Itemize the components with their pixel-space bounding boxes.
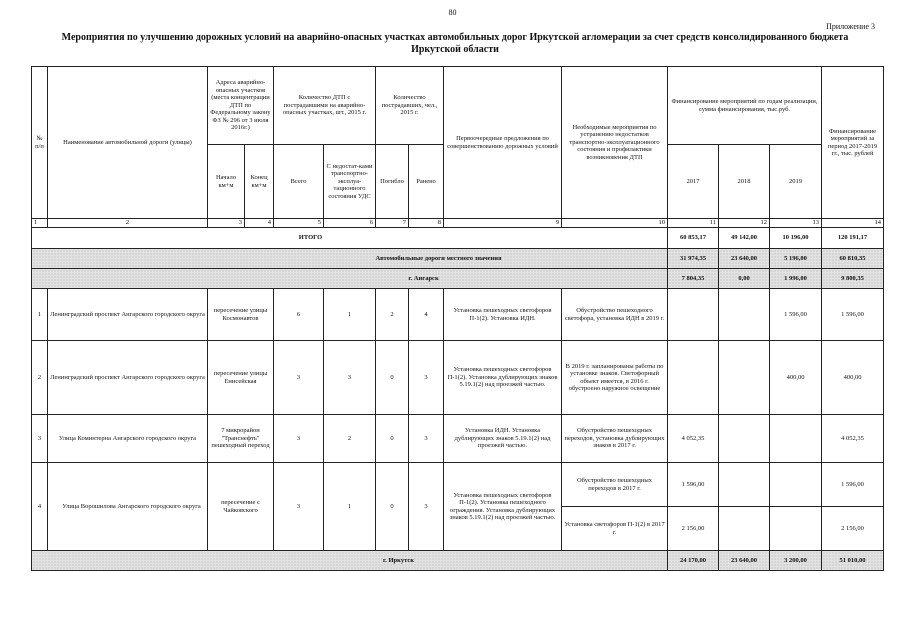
row-2017: 1 596,00: [668, 463, 719, 507]
row-road: Улица Ворошилова Ангарского городского округа: [48, 463, 208, 551]
row-killed: 2: [376, 289, 409, 341]
col-number: 9: [444, 219, 562, 228]
row-2019: [770, 507, 822, 551]
col-number: 14: [822, 219, 884, 228]
header-2018: 2018: [719, 145, 770, 219]
header-financing: Финансирование мероприятий по годам реализации, сумма финансирования, тыс.руб.: [668, 67, 822, 145]
row-injured: 3: [409, 463, 444, 551]
row-dtp-total: 3: [274, 415, 324, 463]
page-number: 80: [448, 8, 457, 17]
header-victims: Количество пострадавших, чел., 2015 г.: [376, 67, 444, 145]
angarsk-2019: 1 996,00: [770, 269, 822, 289]
row-sum: 1 596,00: [822, 289, 884, 341]
local-roads-2018: 23 640,00: [719, 249, 770, 269]
table-row: [32, 341, 884, 415]
angarsk-2017: 7 804,35: [668, 269, 719, 289]
row-road: Улица Коминтерна Ангарского городского округа: [48, 415, 208, 463]
row-2018: [719, 507, 770, 551]
row-required: Установка светофоров П-1(2) в 2017 г.: [562, 507, 668, 551]
total-sum: 120 191,17: [822, 228, 884, 249]
col-number: 12: [719, 219, 770, 228]
irkutsk-2019: 3 200,00: [770, 551, 822, 571]
col-number: 6: [324, 219, 376, 228]
row-dtp-total: 3: [274, 463, 324, 551]
header-address: Адреса аварийно-опасных участков (места концентрации ДТП по Федеральному закону ФЗ № 296 от 3 июля 2016г.): [208, 67, 274, 145]
col-number: 7: [376, 219, 409, 228]
appendix-label: Приложение 3: [826, 22, 875, 31]
irkutsk-sum: 51 010,00: [822, 551, 884, 571]
measures-table: [31, 66, 884, 571]
row-injured: 4: [409, 289, 444, 341]
row-address: 7 микрорайон "Транснефть" пешеходный переход: [208, 415, 274, 463]
local-roads-sum: 60 810,35: [822, 249, 884, 269]
row-killed: 0: [376, 341, 409, 415]
total-label: ИТОГО: [32, 228, 668, 249]
row-priority: Установка пешеходных светофоров П-1(2). Установка пешеходного ограждения. Установка дублирующих знаков 5.19.1(2) над проезжей частью.: [444, 463, 562, 551]
table-row: [32, 289, 884, 341]
row-killed: 0: [376, 415, 409, 463]
local-roads-label: Автомобильные дороги местного значения: [32, 249, 668, 269]
row-num: 3: [32, 415, 48, 463]
col-number: 11: [668, 219, 719, 228]
col-number: 8: [409, 219, 444, 228]
header-killed: Погибло: [376, 145, 409, 219]
irkutsk-2018: 23 640,00: [719, 551, 770, 571]
row-2017: 2 156,00: [668, 507, 719, 551]
header-required: Необходимые мероприятия по устранению недостатков транспортно-эксплуатационного состояния и профилактики возникновения ДТП: [562, 67, 668, 219]
row-injured: 3: [409, 415, 444, 463]
local-roads-row: [32, 249, 884, 269]
row-priority: Установка ИДН. Установка дублирующих знаков 5.19.1(2) над проезжей частью.: [444, 415, 562, 463]
row-2018: [719, 463, 770, 507]
row-road: Ленинградский проспект Ангарского городского округа: [48, 289, 208, 341]
row-priority: Установка пешеходных светофоров П-1(2). Установка дублирующих знаков 5.19.1(2) над проезжей частью.: [444, 341, 562, 415]
local-roads-2019: 5 196,00: [770, 249, 822, 269]
col-number: 4: [245, 219, 274, 228]
header-road-name: Наименование автомобильной дороги (улицы): [48, 67, 208, 219]
angarsk-row: [32, 269, 884, 289]
row-road: Ленинградский проспект Ангарского городского округа: [48, 341, 208, 415]
col-number: 1: [32, 219, 48, 228]
row-priority: Установка пешеходных светофоров П-1(2). Установка ИДН.: [444, 289, 562, 341]
header-injured: Ранено: [409, 145, 444, 219]
total-2019: 10 196,00: [770, 228, 822, 249]
angarsk-sum: 9 800,35: [822, 269, 884, 289]
row-2018: [719, 289, 770, 341]
row-required: В 2019 г. запланированы работы по установке знаков. Светофорный объект имеется, в 2016 г. обустроено наружное освещение: [562, 341, 668, 415]
row-num: 4: [32, 463, 48, 551]
row-2019: 1 596,00: [770, 289, 822, 341]
col-number: 5: [274, 219, 324, 228]
row-num: 2: [32, 341, 48, 415]
row-2018: [719, 415, 770, 463]
column-numbers-row: [32, 219, 884, 228]
irkutsk-label: г. Иркутск: [32, 551, 668, 571]
local-roads-2017: 31 974,35: [668, 249, 719, 269]
row-dtp-total: 6: [274, 289, 324, 341]
header-2019: 2019: [770, 145, 822, 219]
header-priority: Первоочередные предложения по совершенствованию дорожных условий: [444, 67, 562, 219]
header-row-1: [32, 67, 884, 145]
row-2019: 400,00: [770, 341, 822, 415]
row-2017: [668, 341, 719, 415]
row-2017: [668, 289, 719, 341]
col-number: 13: [770, 219, 822, 228]
row-dtp-udc: 1: [324, 463, 376, 551]
row-dtp-udc: 1: [324, 289, 376, 341]
row-num: 1: [32, 289, 48, 341]
row-dtp-udc: 3: [324, 341, 376, 415]
total-2017: 60 853,17: [668, 228, 719, 249]
row-2018: [719, 341, 770, 415]
header-dtp-count: Количество ДТП с пострадавшими на аварийно-опасных участках, шт., 2015 г.: [274, 67, 376, 145]
row-dtp-udc: 2: [324, 415, 376, 463]
header-start: Начало км+м: [208, 145, 245, 219]
row-injured: 3: [409, 341, 444, 415]
row-dtp-total: 3: [274, 341, 324, 415]
row-sum: 2 156,00: [822, 507, 884, 551]
page-title: Мероприятия по улучшению дорожных условий на аварийно-опасных участках автомобильных дорог Иркутской агломерации за счет средств консолидированного бюджета Иркутской области: [61, 32, 849, 55]
row-sum: 400,00: [822, 341, 884, 415]
header-dtp-udc: С недостат-ками транспортно-эксплуа-тационного состояния УДС: [324, 145, 376, 219]
irkutsk-row: [32, 551, 884, 571]
col-number: 3: [208, 219, 245, 228]
header-end: Конец км+м: [245, 145, 274, 219]
angarsk-label: г. Ангарск: [32, 269, 668, 289]
total-2018: 49 142,00: [719, 228, 770, 249]
row-address: пересечение улицы Космонавтов: [208, 289, 274, 341]
angarsk-2018: 0,00: [719, 269, 770, 289]
header-num: № п/п: [32, 67, 48, 219]
table-row: [32, 463, 884, 507]
row-required: Обустройство пешеходного светофора, установка ИДН в 2019 г.: [562, 289, 668, 341]
row-2017: 4 052,35: [668, 415, 719, 463]
header-2017: 2017: [668, 145, 719, 219]
total-row: [32, 228, 884, 249]
irkutsk-2017: 24 170,00: [668, 551, 719, 571]
row-required: Обустройство пешеходных переходов, установка дублирующих знаков в 2017 г.: [562, 415, 668, 463]
col-number: 10: [562, 219, 668, 228]
row-address: пересечение с Чайковского: [208, 463, 274, 551]
row-required: Обустройство пешеходных переходов в 2017 г.: [562, 463, 668, 507]
row-sum: 1 596,00: [822, 463, 884, 507]
row-sum: 4 052,35: [822, 415, 884, 463]
row-2019: [770, 463, 822, 507]
row-address: пересечение улицы Енисейская: [208, 341, 274, 415]
row-killed: 0: [376, 463, 409, 551]
table-row: [32, 415, 884, 463]
row-2019: [770, 415, 822, 463]
col-number: 2: [48, 219, 208, 228]
header-dtp-total: Всего: [274, 145, 324, 219]
header-financing-period: Финансирование мероприятий за период 2017-2019 гг., тыс. рублей: [822, 67, 884, 219]
